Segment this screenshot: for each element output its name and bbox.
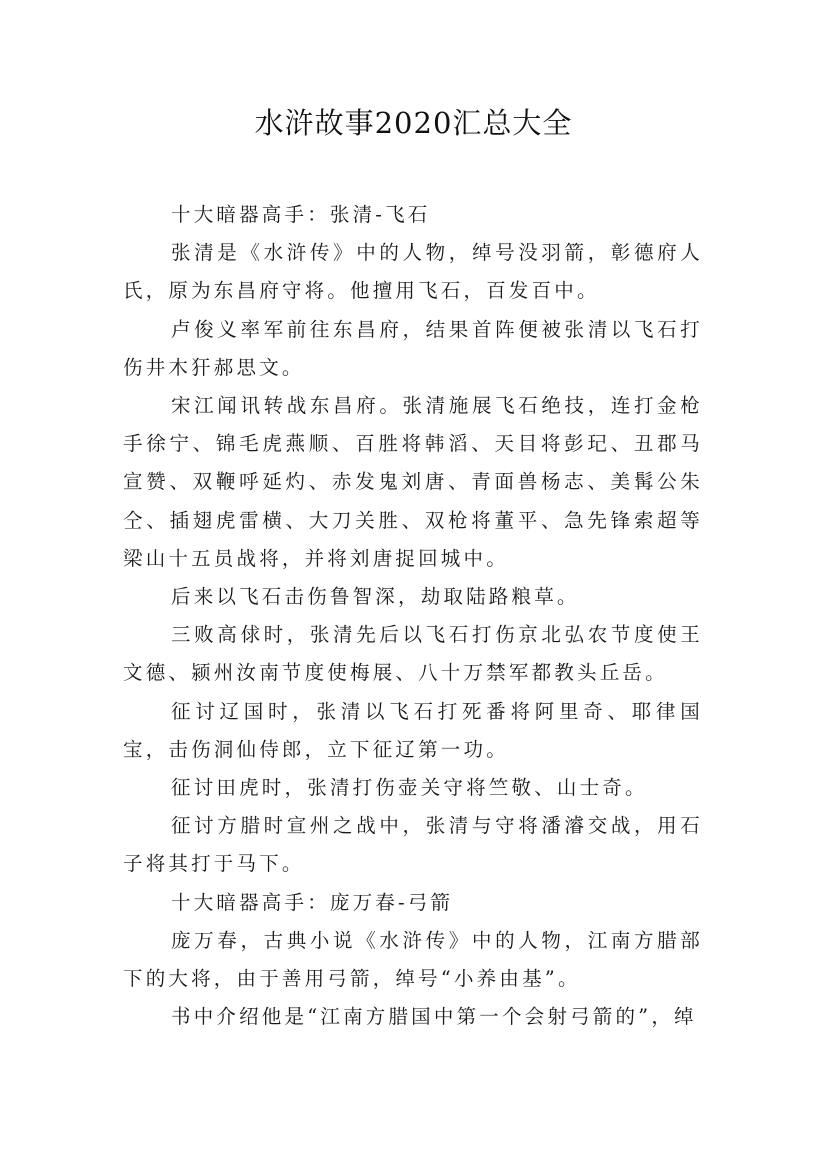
paragraph: 征讨田虎时，张清打伤壶关守将竺敬、山士奇。 [171,776,648,800]
paragraph: 十大暗器高手：张清-飞石 [171,203,431,226]
document-title: 水浒故事2020汇总大全 [254,106,573,140]
paragraph: 卢俊义率军前往东昌府，结果首阵便被张清以飞石打伤井木犴郝思文。 [123,317,703,379]
paragraph: 后来以飞石击伤鲁智深，劫取陆路粮草。 [171,585,580,609]
paragraph: 征讨辽国时，张清以飞石打死番将阿里奇、耶律国宝，击伤洞仙侍郎，立下征辽第一功。 [123,699,703,761]
document-body [123,196,703,1036]
paragraph: 庞万春，古典小说《水浒传》中的人物，江南方腊部下的大将，由于善用弓箭，绰号“小养由基”。 [123,928,703,991]
paragraph: 征讨方腊时宣州之战中，张清与守将潘濬交战，用石子将其打于马下。 [123,814,703,876]
paragraph: 三败高俅时，张清先后以飞石打伤京北弘农节度使王文德、颍州汝南节度使梅展、八十万禁军都教头丘岳。 [123,623,703,685]
paragraph: 书中介绍他是“江南方腊国中第一个会射弓箭的”，绰 [171,1005,697,1029]
paragraph: 十大暗器高手：庞万春-弓箭 [171,890,454,914]
paragraph: 宋江闻讯转战东昌府。张清施展飞石绝技，连打金枪手徐宁、锦毛虎燕顺、百胜将韩滔、天目将彭玘、丑郡马宣赞、双鞭呼延灼、赤发鬼刘唐、青面兽杨志、美髯公朱仝、插翅虎雷横、大刀关胜、双枪将董平、急先锋索超等梁山十五员战将，并将刘唐捉回城中。 [123,394,703,570]
paragraph: 张清是《水浒传》中的人物，绰号没羽箭，彰德府人氏，原为东昌府守将。他擅用飞石，百发百中。 [123,241,703,303]
